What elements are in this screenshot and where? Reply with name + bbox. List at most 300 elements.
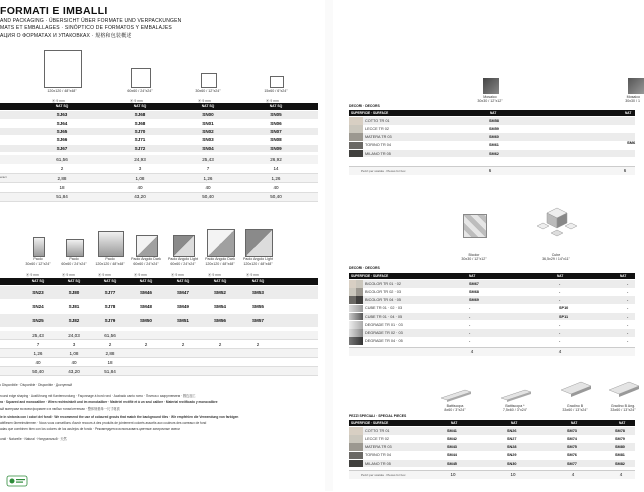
size-label: 60x60 / 24"x24" — [170, 262, 196, 266]
pieces-per-box: 10 — [450, 471, 456, 477]
note-line: urali · Naturelle · Natural · Натуральный · 天然 — [0, 437, 67, 441]
product-code: SN04 — [202, 145, 214, 151]
color-swatch — [349, 133, 363, 141]
product-code: SJ81 — [68, 304, 80, 309]
size-label: Paolo — [69, 257, 79, 261]
product-code: SM48 — [139, 304, 152, 309]
surface-name: MATERA TR 03 — [365, 135, 392, 140]
color-swatch — [349, 443, 363, 451]
color-swatch — [349, 329, 363, 337]
size-label: 120x120 / 48"x48" — [47, 89, 77, 93]
size-label: 60x60 / 24"x24" — [127, 89, 153, 93]
tile-shape-mid-5 — [207, 229, 235, 257]
product-code: SN28 — [507, 445, 517, 450]
brand-logo-icon — [6, 474, 28, 486]
pcs-label: Pezzi per scatola · Pieces for box — [361, 168, 406, 173]
pcs-label: Pezzi per scatola · Pieces for box — [361, 472, 406, 477]
pieces-per-box: 6 — [623, 167, 627, 173]
product-code: SM78 — [615, 428, 625, 433]
column-header: NAT SQ — [133, 104, 147, 108]
product-code: SJ65 — [56, 129, 68, 134]
size-label: 30x60 / 12"x24" — [25, 262, 51, 266]
pack-value: 61,56 — [104, 332, 116, 338]
product-code: SM61 — [489, 143, 499, 148]
pack-value: 1,08 — [69, 350, 79, 356]
cube-swatch — [535, 206, 579, 242]
product-code: SM76 — [567, 453, 577, 458]
product-code: SJ68 — [134, 112, 146, 118]
product-code: - — [559, 330, 561, 335]
pack-value: 14 — [273, 166, 279, 172]
product-code: SM60 — [489, 135, 499, 140]
product-code: - — [627, 330, 629, 335]
surface-name: BICOLOR TR 02 · 03 — [365, 289, 402, 294]
column-header: SUPERFICIE · SURFACE — [351, 110, 389, 115]
pack-value: 3 — [72, 341, 76, 347]
note-line: ra · Squared and monocalibre · Wiren rechtwinkelt und im monokaliber · Matériel rectifié et à un seul calibre · Material rectificado y monocalibre — [0, 400, 218, 404]
pack-value: 3 — [138, 166, 142, 172]
product-code: SM79 — [615, 436, 625, 441]
product-code: SN26 — [507, 428, 517, 433]
product-code: - — [559, 281, 561, 286]
product-code: - — [469, 306, 471, 311]
thickness-label: ⦿ 9 mm — [62, 273, 75, 277]
size-label: Paolo — [33, 257, 43, 261]
pack-value: 2 — [144, 341, 148, 347]
size-label: 30x30 / 12"x12" — [461, 257, 487, 261]
product-code: - — [627, 298, 629, 303]
color-swatch — [349, 288, 363, 296]
pack-value: 25,43 — [32, 332, 44, 338]
product-code: SN00 — [202, 112, 214, 118]
note-line: round edge shaping · Ausführung mit Kantenrundung · Façonnage à bord rond · Acabado canto romo · Плитка с закруглением · 圆边加工 — [0, 394, 196, 398]
column-header: NAT SQ — [31, 279, 45, 283]
product-code: SJ68 — [134, 120, 146, 126]
product-code: SM6 — [627, 140, 636, 145]
table-row — [349, 280, 635, 288]
color-swatch — [349, 452, 363, 460]
column-header: NAT SQ — [139, 279, 153, 283]
size-label: Paolo Angolo Dark — [205, 257, 235, 261]
mosaic-swatch — [483, 78, 499, 94]
thickness-label: ⦿ 9 mm — [198, 99, 211, 103]
pieces-per-box: 10 — [510, 471, 516, 477]
page-title: FORMATI E IMBALLI — [0, 5, 108, 17]
product-code: SN07 — [270, 129, 282, 134]
note-line: ый материал во всем формате и в любых тонах/оттенках · 整体规格单一尺寸材质 — [0, 407, 120, 411]
pack-value: 40 — [205, 185, 211, 190]
product-code: SM56 — [213, 318, 226, 323]
product-code: SN09 — [270, 145, 282, 151]
color-swatch — [349, 117, 363, 125]
surface-name: TORINO TR 04 — [365, 453, 392, 458]
product-code: SM73 — [567, 428, 577, 433]
table-row — [349, 125, 635, 133]
product-code: SJ64 — [56, 120, 68, 126]
pieces-per-box: 4 — [619, 471, 623, 477]
surface-name: CUBE TR 01 · 04 · 05 — [365, 314, 403, 319]
product-code: SJ71 — [134, 137, 146, 143]
table-row — [349, 150, 635, 158]
tile-shape-mid-4 — [173, 235, 195, 257]
pack-value: 43,20 — [134, 194, 146, 200]
pack-value: 1,26 — [33, 350, 43, 356]
product-code: SM81 — [615, 453, 625, 458]
pieces-per-box: 4 — [558, 348, 562, 354]
pieces-per-box: 4 — [470, 348, 474, 354]
table-title: DECORI · DECORS — [349, 104, 380, 108]
product-code: SJ66 — [56, 137, 68, 143]
product-code: SP11 — [559, 314, 569, 319]
product-code: SN01 — [202, 120, 214, 126]
size-label: 33x60 / 13"x24" — [562, 408, 588, 412]
size-label: 33x60 / 13"x24" — [610, 408, 636, 412]
table-title: PEZZI SPECIALI · SPECIAL PIECES — [349, 414, 407, 418]
table-row — [349, 133, 635, 141]
surface-name: DEGRADE TR 01 · 03 — [365, 322, 403, 327]
pieces-per-box: 6 — [488, 167, 492, 173]
column-header: NAT — [557, 273, 564, 278]
surface-name: COTTO TR 01 — [365, 428, 390, 433]
surface-name: BICOLOR TR 01 · 02 — [365, 281, 402, 286]
column-header: NAT — [451, 420, 458, 425]
pack-value: 43,20 — [68, 368, 80, 374]
table-row — [349, 288, 635, 296]
color-swatch — [349, 296, 363, 304]
pack-value: 1,26 — [271, 175, 281, 181]
surface-name: COTTO TR 01 — [365, 118, 390, 123]
bicolor-swatch — [463, 214, 487, 238]
product-code: - — [627, 281, 629, 286]
subtitle-line-3: АЦИЯ О ФОРМАТАХ И УПАКОВКАХ · 規格和包装概述 — [0, 33, 132, 39]
size-label: 30x30 / 1 — [625, 99, 640, 103]
thickness-label: ⦿ 9 mm — [134, 273, 147, 277]
note-line: • Disponibile · Disponible · Disponible · Доступный — [0, 383, 73, 387]
color-swatch — [349, 142, 363, 150]
special-piece-shape — [607, 380, 641, 396]
note-line: adas que combinen bien con los colores de los azulejos de fondo · Рекомендуется использовать цветные затирочные смеси — [0, 427, 180, 431]
color-swatch — [349, 460, 363, 468]
column-header: NAT — [620, 273, 627, 278]
column-header: NAT SQ — [67, 279, 81, 283]
product-code: SM58 — [489, 118, 499, 123]
column-header: NAT SQ — [251, 279, 265, 283]
pack-value: 2 — [256, 341, 260, 347]
size-label: 8x60 / 3"x24" — [444, 408, 466, 412]
product-code: SM49 — [176, 304, 189, 309]
surface-name: MILANO TR 05 — [365, 151, 391, 156]
table-row — [349, 313, 635, 321]
product-code: SM50 — [139, 318, 152, 323]
tile-name: Battiscopa * — [505, 404, 525, 408]
surface-name: BICOLOR TR 04 · 05 — [365, 298, 402, 303]
tile-shape-mid-0 — [33, 237, 45, 257]
pack-value: 7 — [36, 341, 40, 347]
product-code: SN06 — [270, 120, 282, 126]
product-code: SM53 — [251, 290, 264, 295]
tile-shape-top-2 — [201, 73, 217, 88]
pack-value: 2 — [181, 341, 185, 347]
tile-shape-mid-6 — [245, 229, 273, 257]
table-row — [349, 347, 635, 356]
note-line: abfliesen übereinstimmen · Nous vous conseillons d'avoir recours à des produits de jointement colorés assortis aux couleurs des carreaux de fond — [0, 421, 207, 425]
product-code: SM69 — [469, 298, 479, 303]
column-header: NAT — [571, 420, 578, 425]
color-swatch — [349, 150, 363, 158]
pack-value: 18 — [59, 185, 65, 190]
tile-name: Bicolor — [468, 253, 480, 257]
size-label: 120x120 / 48"x48" — [95, 262, 125, 266]
product-code: SJ70 — [134, 129, 146, 134]
pack-value: 25,43 — [202, 156, 214, 162]
size-label: 30x30 / 12"x12" — [477, 99, 503, 103]
tile-name: Mosaico — [626, 95, 640, 99]
column-header: NAT SQ — [201, 104, 215, 108]
product-code: - — [627, 339, 629, 344]
tile-name: Battiscopa — [446, 404, 464, 408]
product-code: - — [559, 322, 561, 327]
product-code: - — [627, 289, 629, 294]
pack-value: 40 — [71, 359, 77, 365]
pack-value: 2,88 — [57, 175, 67, 181]
tile-name: Mosaico — [483, 95, 497, 99]
thickness-label: ⦿ 9 mm — [98, 273, 111, 277]
product-code: SN02 — [202, 129, 214, 134]
color-swatch — [349, 321, 363, 329]
special-piece-shape — [499, 386, 533, 402]
pack-value: 24,93 — [134, 156, 146, 162]
column-header: NAT SQ — [213, 279, 227, 283]
column-header: NAT — [469, 273, 476, 278]
pack-value: 7 — [206, 166, 210, 172]
product-code: SJ79 — [104, 318, 116, 323]
product-code: SN03 — [202, 137, 214, 143]
pack-value: 1,08 — [135, 175, 145, 181]
surface-name: LECCE TR 02 — [365, 126, 389, 131]
product-code: SN08 — [270, 137, 282, 143]
tile-shape-top-1 — [131, 68, 151, 88]
product-code: - — [469, 322, 471, 327]
size-label: Paolo Angolo Light — [168, 257, 198, 261]
thickness-label: ⦿ 9 mm — [208, 273, 221, 277]
product-code: SM45 — [447, 461, 457, 466]
product-code: SM54 — [213, 304, 226, 309]
surface-name: MATERA TR 03 — [365, 445, 392, 450]
table-row — [349, 321, 635, 329]
subtitle-line-1: AND PACKAGING · ÜBERSICHT ÜBER FORMATE UND VERPACKUNGEN — [0, 18, 182, 24]
pack-value: 2 — [218, 341, 222, 347]
product-code: SM46 — [139, 290, 152, 295]
table-row — [349, 305, 635, 313]
pack-value: 2 — [108, 341, 112, 347]
column-header: NAT SQ — [269, 104, 283, 108]
pack-value: 61,56 — [56, 156, 68, 162]
product-code: SM68 — [469, 289, 479, 294]
pack-value: 1,26 — [203, 175, 213, 181]
product-code: SM52 — [213, 290, 226, 295]
pack-value: 40 — [137, 185, 143, 190]
color-swatch — [349, 125, 363, 133]
tile-name: Cube — [551, 253, 561, 257]
product-code: SM77 — [567, 461, 577, 466]
product-code: SN27 — [507, 436, 517, 441]
table-row — [349, 443, 635, 451]
product-code: - — [559, 298, 561, 303]
pack-value: 51,84 — [56, 194, 68, 200]
mosaic-swatch — [628, 78, 644, 94]
table-header-bar — [349, 273, 635, 279]
tile-name: Gradino B — [566, 404, 584, 408]
column-header: NAT — [511, 420, 518, 425]
thickness-label: ⦿ 9 mm — [26, 273, 39, 277]
table-row — [349, 117, 635, 125]
pack-value: 50,40 — [202, 194, 214, 200]
product-code: - — [627, 306, 629, 311]
product-code: SM62 — [489, 151, 499, 156]
size-label: 60x60 / 24"x24" — [133, 262, 159, 266]
table-row — [349, 452, 635, 460]
product-code: SN23 — [32, 290, 44, 295]
pack-value: 24,03 — [68, 332, 80, 338]
size-label: 36,5x29 / 14"x11" — [542, 257, 570, 261]
surface-name: TORINO TR 04 — [365, 143, 392, 148]
product-code: SN05 — [270, 112, 282, 118]
product-code: SM42 — [447, 436, 457, 441]
product-code: SJ80 — [68, 290, 80, 295]
product-code: SM43 — [447, 445, 457, 450]
pack-value: 2,88 — [105, 350, 115, 356]
column-header: NAT — [490, 110, 497, 115]
product-code: SM82 — [615, 461, 625, 466]
product-code: SM59 — [489, 126, 499, 131]
pack-value: 40 — [35, 359, 41, 365]
size-label: 30x60 / 12"x24" — [195, 89, 221, 93]
table-header-bar — [349, 420, 635, 426]
size-label: 120x120 / 48"x48" — [243, 262, 273, 266]
table-row — [349, 427, 635, 435]
pack-value: 40 — [273, 185, 279, 190]
subtitle-line-2: MATS ET EMBALLAGES · SINÓPTICO DE FORMATOS Y EMBALAJES — [0, 25, 172, 31]
thickness-label: ⦿ 9 mm — [130, 99, 143, 103]
surface-name: MILANO TR 05 — [365, 461, 391, 466]
thickness-label: ⦿ 9 mm — [171, 273, 184, 277]
table-row — [349, 296, 635, 304]
pack-value: 26,92 — [270, 156, 282, 162]
size-label: Paolo Angolo Light — [243, 257, 273, 261]
product-code: SN30 — [507, 461, 517, 466]
product-code: SM74 — [567, 436, 577, 441]
special-piece-shape — [559, 380, 593, 396]
table-title: DECORI · DECORS — [349, 266, 380, 270]
special-piece-shape — [439, 386, 473, 402]
column-header: NAT — [619, 420, 626, 425]
product-code: SM47 — [176, 290, 189, 295]
column-header: NAT SQ — [176, 279, 190, 283]
product-code: SN29 — [507, 453, 517, 458]
table-row — [349, 142, 635, 150]
surface-name: DEGRADE TR 04 · 05 — [365, 339, 403, 344]
product-code: - — [627, 314, 629, 319]
product-code: SN25 — [32, 318, 44, 323]
size-label: 120x120 / 48"x48" — [205, 262, 235, 266]
product-code: SM80 — [615, 445, 625, 450]
size-label: 60x60 / 24"x24" — [61, 262, 87, 266]
color-swatch — [349, 427, 363, 435]
column-header: NAT — [625, 110, 632, 115]
product-code: SM55 — [251, 304, 264, 309]
product-code: - — [627, 322, 629, 327]
product-code: - — [469, 330, 471, 335]
product-code: - — [559, 289, 561, 294]
surface-name: CUBE TR 01 · 02 · 03 — [365, 306, 403, 311]
product-code: - — [559, 339, 561, 344]
color-swatch — [349, 337, 363, 345]
tile-name: Gradino B Ang. — [610, 404, 636, 408]
product-code: SM44 — [447, 453, 457, 458]
thickness-label: ⦿ 9 mm — [246, 273, 259, 277]
tile-shape-mid-3 — [136, 235, 158, 257]
pack-value: 51,84 — [104, 368, 116, 374]
size-label: 15x60 / 6"x24" — [264, 89, 288, 93]
surface-name: LECCE TR 02 — [365, 436, 389, 441]
table-row — [349, 329, 635, 337]
tile-shape-top-0 — [44, 50, 82, 88]
pack-value: 2 — [60, 166, 64, 172]
product-code: SN24 — [32, 304, 44, 309]
color-swatch — [349, 280, 363, 288]
page-gutter — [325, 0, 333, 491]
tile-shape-top-3 — [270, 76, 284, 88]
color-swatch — [349, 435, 363, 443]
note-line: ie in sintonia con i colori del fondi · We recommend the use of coloured grouts that match the background tiles · Wir empfehlen die Verwendung von farbigen — [0, 415, 239, 419]
column-header: NAT SQ — [55, 104, 69, 108]
product-code: SJ72 — [134, 145, 146, 151]
pieces-per-box: 4 — [571, 471, 575, 477]
product-code: SM51 — [176, 318, 189, 323]
table-row — [349, 337, 635, 345]
product-code: SM57 — [251, 318, 264, 323]
column-header: NAT SQ — [103, 279, 117, 283]
product-code: SJ78 — [104, 304, 116, 309]
row-label: eraci — [0, 175, 7, 179]
product-code: SM41 — [447, 428, 457, 433]
product-code: SJ82 — [68, 318, 80, 323]
pack-value: 18 — [107, 359, 113, 365]
tile-shape-mid-1 — [66, 239, 84, 257]
product-code: SM75 — [567, 445, 577, 450]
column-header: SUPERFICIE · SURFACE — [351, 273, 389, 278]
product-code: SJ63 — [56, 112, 68, 118]
product-code: SP10 — [559, 306, 569, 311]
pack-value: 50,40 — [32, 368, 44, 374]
color-swatch — [349, 305, 363, 313]
table-row — [349, 460, 635, 468]
product-code: SM67 — [469, 281, 479, 286]
color-swatch — [349, 313, 363, 321]
column-header: SUPERFICIE · SURFACE — [351, 420, 389, 425]
pack-value: 50,40 — [270, 194, 282, 200]
tile-shape-mid-2 — [98, 231, 124, 257]
size-label: Paolo — [105, 257, 115, 261]
product-code: - — [469, 339, 471, 344]
thickness-label: ⦿ 9 mm — [266, 99, 279, 103]
size-label: Paolo Angolo Dark — [131, 257, 161, 261]
product-code: SJ77 — [104, 290, 116, 295]
size-label: 7,5x60 / 3"x24" — [502, 408, 528, 412]
thickness-label: ⦿ 9 mm — [52, 99, 65, 103]
surface-name: DEGRADE TR 02 · 03 — [365, 330, 403, 335]
product-code: - — [469, 314, 471, 319]
